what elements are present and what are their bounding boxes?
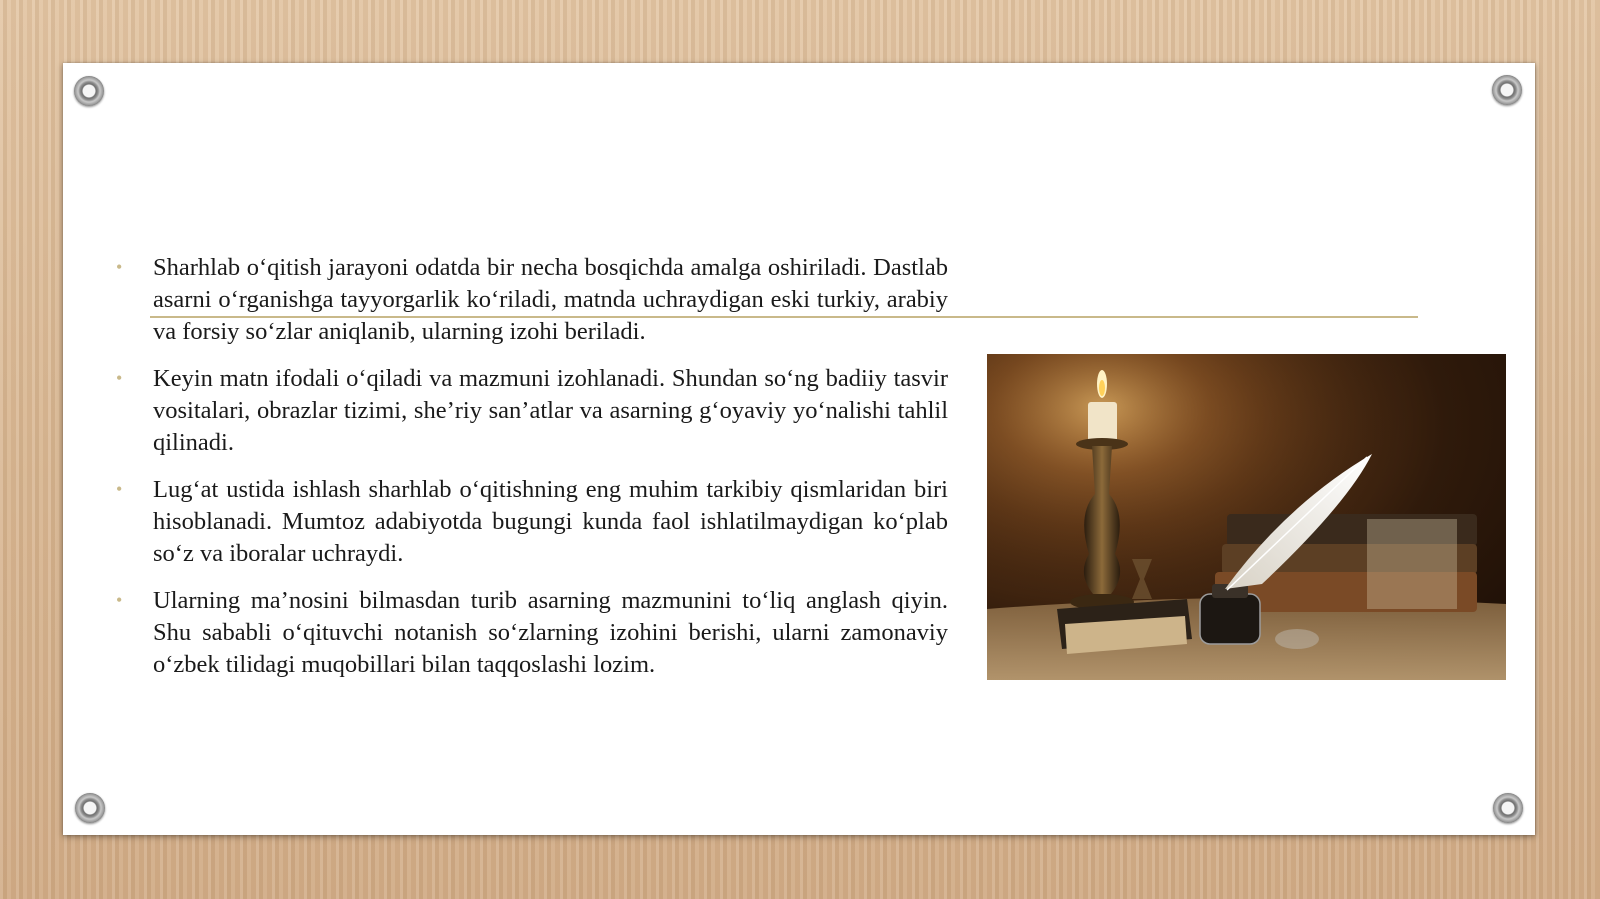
bullet-icon: •: [116, 257, 123, 277]
bullet-text: Keyin matn ifodali o‘qiladi va mazmuni izohlanadi. Shundan so‘ng badiiy tasvir vositalari, obrazlar tizimi, she’riy san’atlar va asarning g‘oyaviy yo‘nalishi tahlil qilinadi.: [153, 365, 948, 456]
rivet-bottom-right-icon: [1493, 793, 1523, 823]
rivet-top-right-icon: [1492, 75, 1522, 105]
rivet-bottom-left-icon: [75, 793, 105, 823]
still-life-illustration: [987, 354, 1506, 680]
bullet-item: [116, 585, 948, 681]
rivet-top-left-icon: [74, 76, 104, 106]
bullet-item: [116, 363, 948, 459]
bullet-icon: •: [116, 479, 123, 499]
bullet-icon: •: [116, 368, 123, 388]
bullet-text: Lug‘at ustida ishlash sharhlab o‘qitishning eng muhim tarkibiy qismlaridan biri hisoblanadi. Mumtoz adabiyotda bugungi kunda faol ishlatilmaydigan ko‘plab so‘z va iboralar uchraydi.: [153, 476, 948, 567]
candle-quill-books-image: [987, 354, 1506, 680]
bullet-text: Ularning ma’nosini bilmasdan turib asarning mazmunini to‘liq anglash qiyin. Shu sababli o‘qituvchi notanish so‘zlarning izohini berishi, ularni zamonaviy o‘zbek tilidagi muqobillari bilan taqqoslashi lozim.: [153, 587, 948, 678]
bullet-list: [116, 252, 948, 696]
bullet-icon: •: [116, 590, 123, 610]
bullet-item: [116, 474, 948, 570]
bullet-text: Sharhlab o‘qitish jarayoni odatda bir necha bosqichda amalga oshiriladi. Dastlab asarni o‘rganishga tayyorgarlik ko‘riladi, matnda uchraydigan eski turkiy, arabiy va forsiy so‘zlar aniqlanib, ularning izohi beriladi.: [153, 254, 948, 345]
bullet-item: [116, 252, 948, 348]
